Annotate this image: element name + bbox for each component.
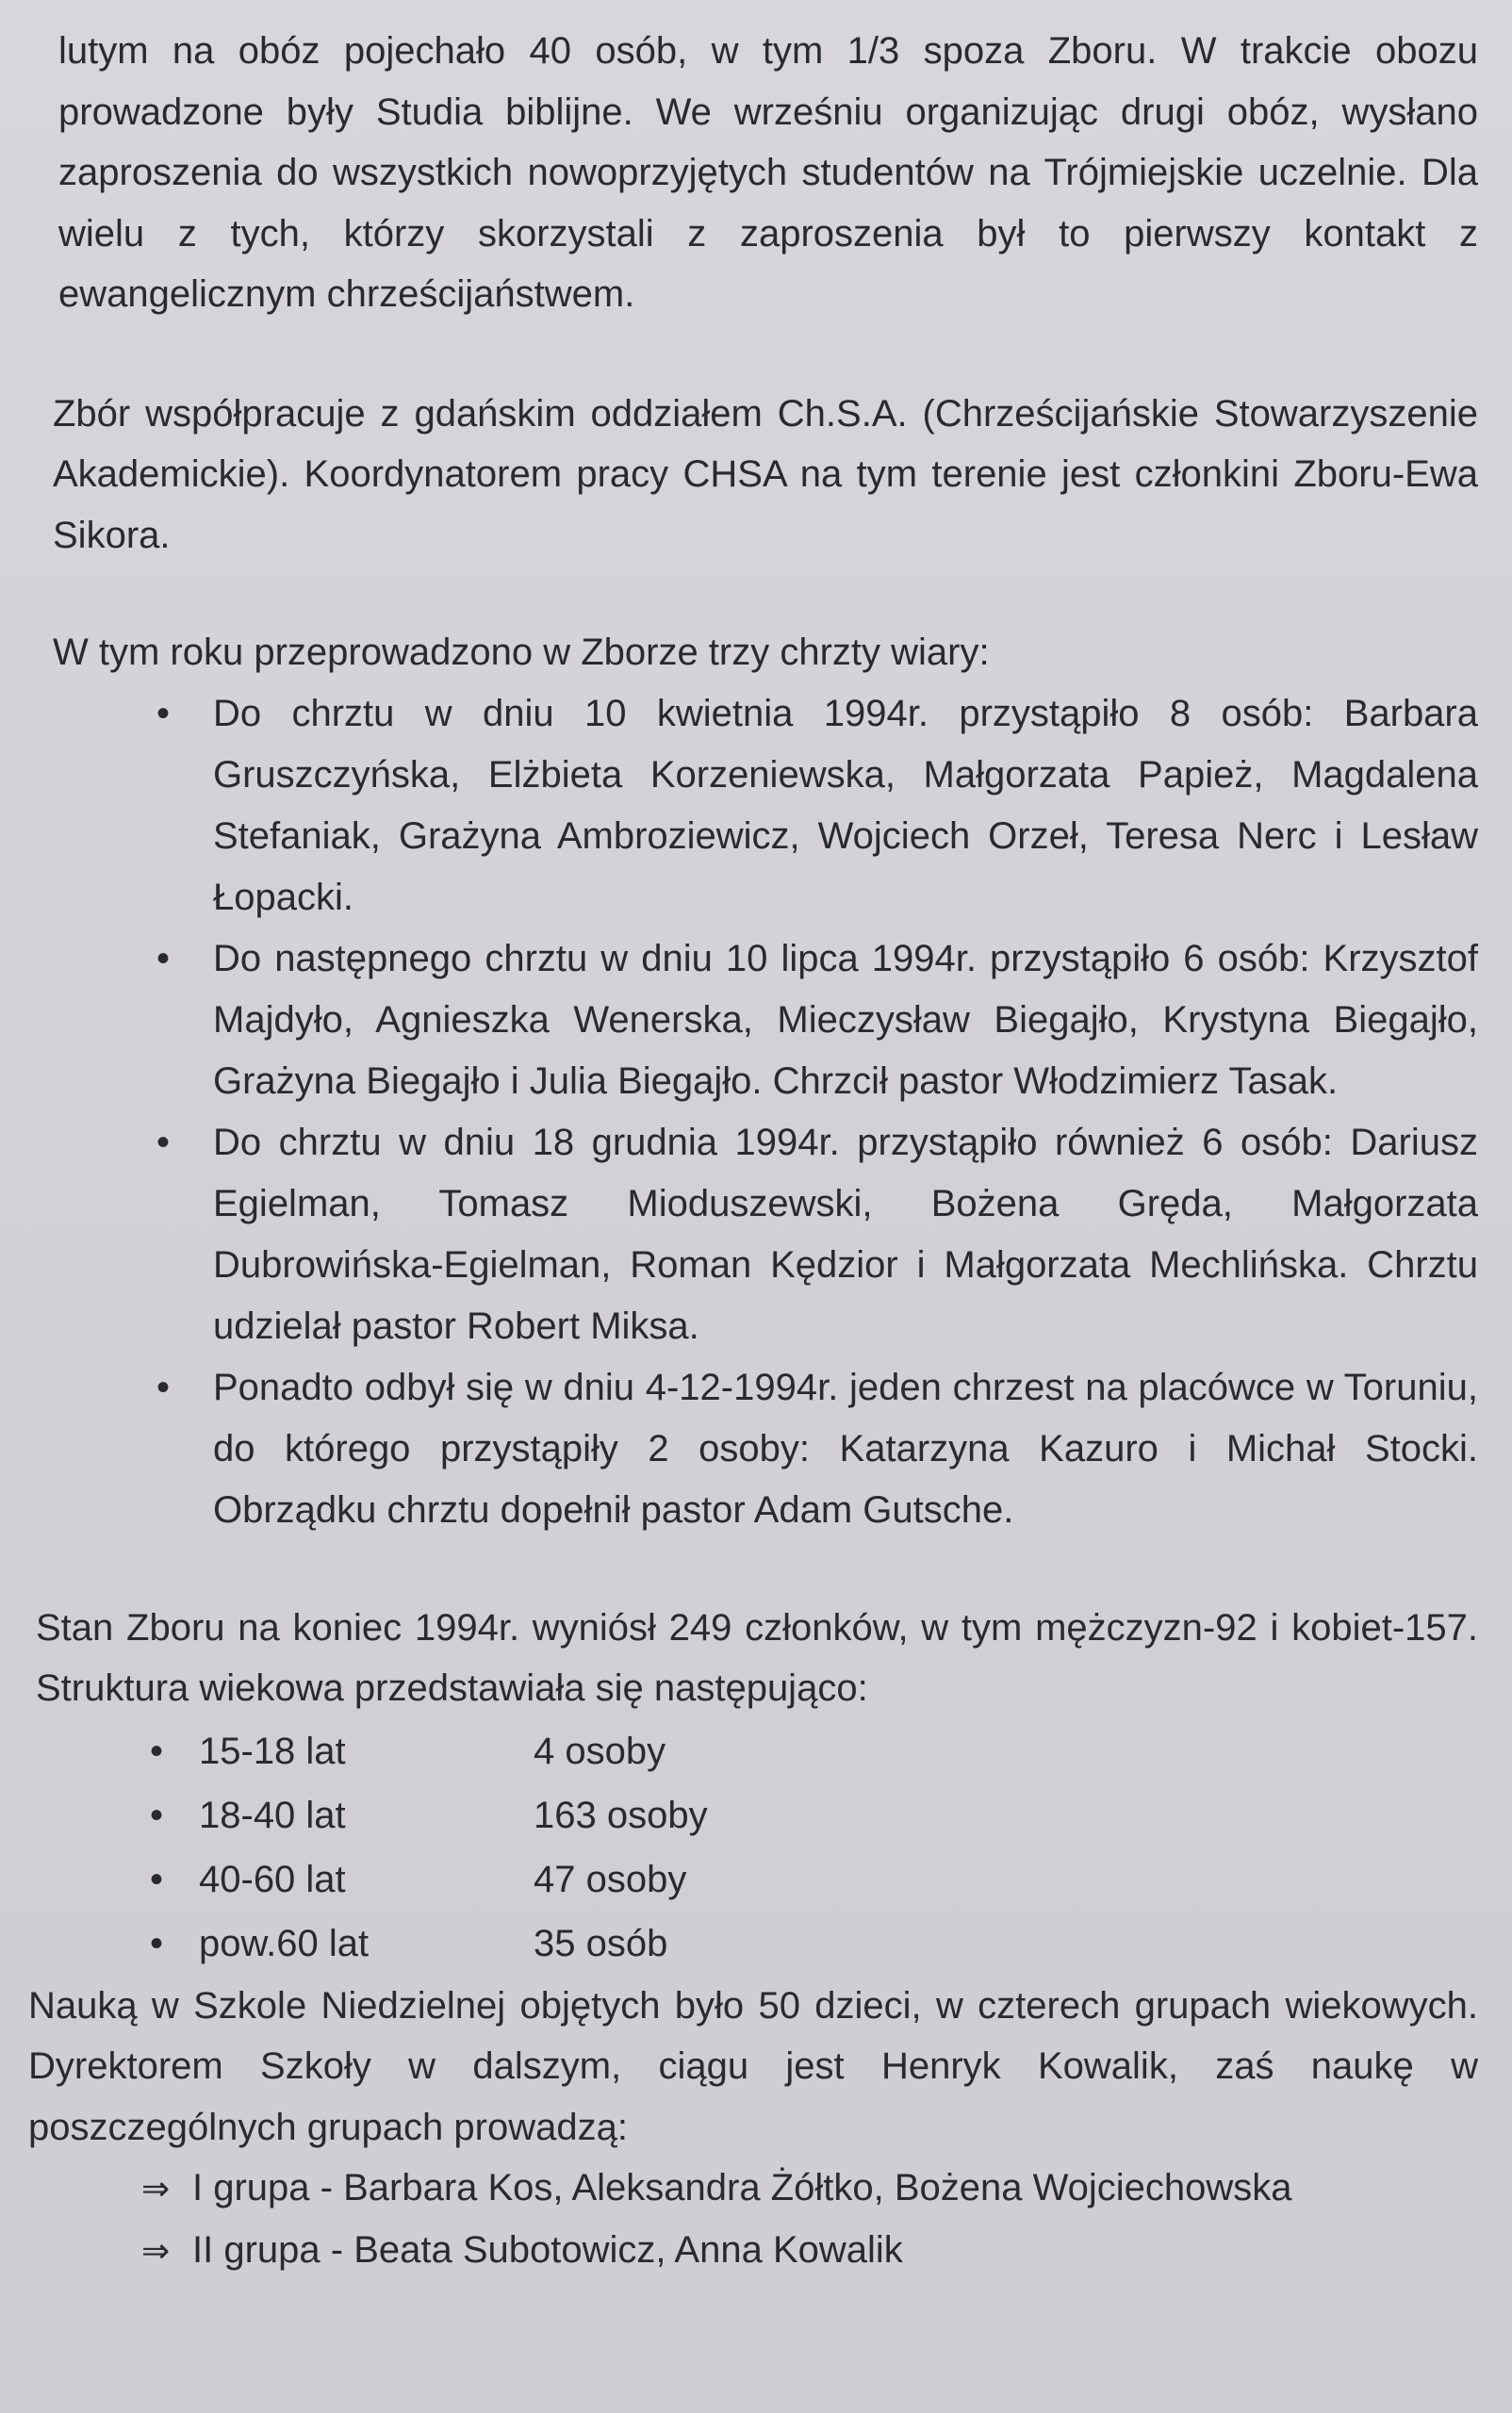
- age-range: • 15-18 lat: [199, 1730, 346, 1772]
- double-arrow-right-icon: ⇒: [141, 2232, 171, 2271]
- list-item: [199, 1783, 1478, 1847]
- list-item: • Do chrztu w dniu 18 grudnia 1994r. przystąpiło również 6 osób: Dariusz Egielman, Tomasz Mioduszewski, Bożena Gręda, Małgorzata Dubrowińska-Egielman, Roman Kędzior i Małgorzata Mechlińska. Chrztu udzielał pastor Robert Miksa.: [213, 1112, 1478, 1357]
- age-count: 47 osoby: [534, 1858, 687, 1900]
- age-count: 35 osób: [534, 1922, 668, 1964]
- paragraph-baptisms-intro: W tym roku przeprowadzono w Zborze trzy chrzty wiary:: [53, 632, 990, 673]
- paragraph-sunday-school: Nauką w Szkole Niedzielnej objętych było 50 dzieci, w czterech grupach wiekowych. Dyrektorem Szkoły w dalszym, ciągu jest Henryk Kowalik, zaś naukę w poszczególnych grupach prowadzą:: [28, 1984, 1478, 2148]
- list-item: [199, 1912, 1478, 1976]
- list-item: [199, 1719, 1478, 1783]
- baptisms-list: [53, 683, 1478, 1541]
- group-text: I grupa - Barbara Kos, Aleksandra Żółtko, Bożena Wojciechowska: [192, 2167, 1292, 2208]
- age-range: • pow.60 lat: [199, 1922, 370, 1964]
- age-range: • 40-60 lat: [199, 1858, 346, 1900]
- age-count: 163 osoby: [534, 1794, 708, 1836]
- list-item: [141, 2158, 1478, 2220]
- paragraph-camp: lutym na obóz pojechało 40 osób, w tym 1/3 spoza Zboru. W trakcie obozu prowadzone były Studia biblijne. We wrześniu organizując drugi obóz, wysłano zaproszenia do wszystkich nowoprzyjętych studentów na Trójmiejskie uczelnie. Dla wielu z tych, którzy skorzystali z zaproszenia był to pierwszy kontakt z ewangelicznym chrześcijaństwem.: [58, 30, 1478, 315]
- double-arrow-right-icon: ⇒: [141, 2170, 171, 2208]
- age-structure-list: [53, 1719, 1478, 1976]
- paragraph-chsa: Zbór współpracuje z gdańskim oddziałem Ch.S.A. (Chrześcijańskie Stowarzyszenie Akademickie). Koordynatorem pracy CHSA na tym terenie jest członkini Zboru-Ewa Sikora.: [53, 392, 1478, 556]
- list-item: [141, 2220, 1478, 2282]
- groups-list: [53, 2158, 1478, 2282]
- age-range: • 18-40 lat: [199, 1794, 346, 1836]
- list-item: • Do następnego chrztu w dniu 10 lipca 1994r. przystąpiło 6 osób: Krzysztof Majdyło, Agnieszka Wenerska, Mieczysław Biegajło, Krystyna Biegajło, Grażyna Biegajło i Julia Biegajło. Chrzcił pastor Włodzimierz Tasak.: [213, 928, 1478, 1112]
- paragraph-stats: Stan Zboru na koniec 1994r. wyniósł 249 członków, w tym mężczyzn-92 i kobiet-157. Struktura wiekowa przedstawiała się następująco:: [36, 1606, 1478, 1709]
- list-item: • Do chrztu w dniu 10 kwietnia 1994r. przystąpiło 8 osób: Barbara Gruszczyńska, Elżbieta Korzeniewska, Małgorzata Papież, Magdalena Stefaniak, Grażyna Ambroziewicz, Wojciech Orzeł, Teresa Nerc i Lesław Łopacki.: [213, 683, 1478, 928]
- age-count: 4 osoby: [534, 1730, 666, 1772]
- list-item: • Ponadto odbył się w dniu 4-12-1994r. jeden chrzest na placówce w Toruniu, do którego przystąpiły 2 osoby: Katarzyna Kazuro i Michał Stocki. Obrządku chrztu dopełnił pastor Adam Gutsche.: [213, 1357, 1478, 1541]
- group-text: II grupa - Beata Subotowicz, Anna Kowalik: [192, 2229, 903, 2271]
- list-item: [199, 1847, 1478, 1912]
